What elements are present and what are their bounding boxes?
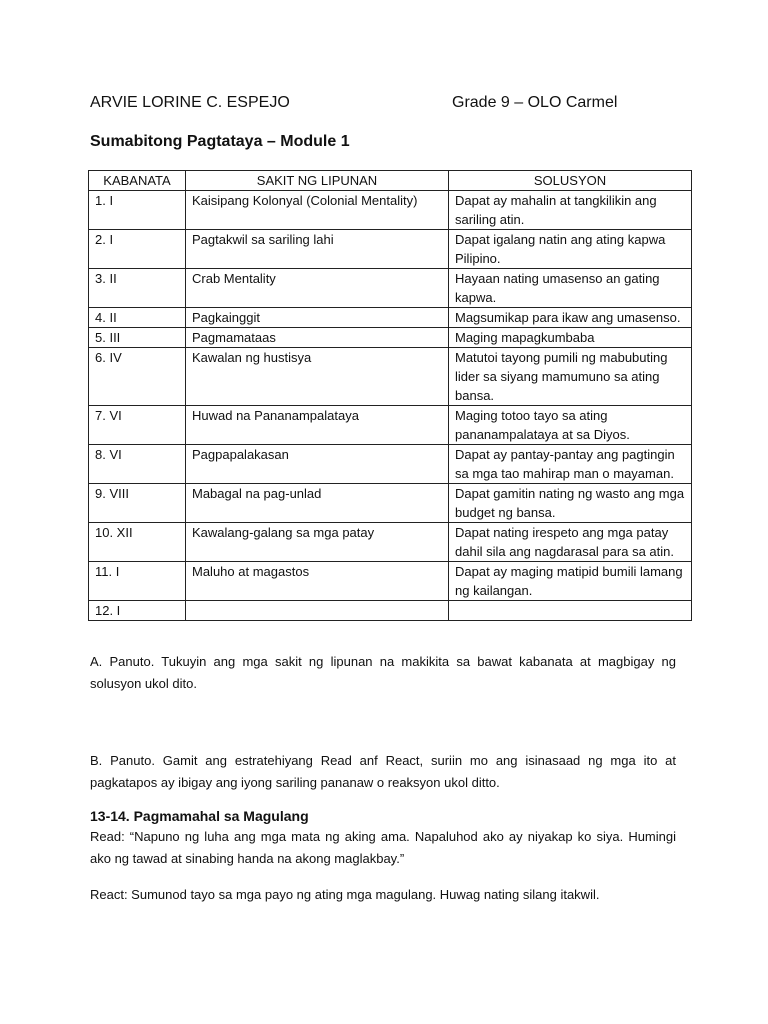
section-heading: 13-14. Pagmamahal sa Magulang	[90, 808, 309, 824]
table-row	[89, 601, 692, 621]
instruction-a: A. Panuto. Tukuyin ang mga sakit ng lipunan na makikita sa bawat kabanata at magbigay ng solusyon ukol dito.	[90, 654, 676, 691]
cell-sakit: Huwad na Pananampalataya	[186, 406, 449, 445]
cell-sakit: Pagmamataas	[186, 328, 449, 348]
cell-kabanata: 8. VI	[89, 445, 186, 484]
table-row	[89, 191, 692, 230]
cell-sakit: Crab Mentality	[186, 269, 449, 308]
cell-sakit	[186, 601, 449, 621]
cell-solusyon: Matutoi tayong pumili ng mabubuting lider sa siyang mamumuno sa ating bansa.	[449, 348, 692, 406]
cell-solusyon: Maging totoo tayo sa ating pananampalataya at sa Diyos.	[449, 406, 692, 445]
grade-section: Grade 9 – OLO Carmel	[452, 94, 618, 111]
cell-kabanata: 10. XII	[89, 523, 186, 562]
cell-solusyon: Magsumikap para ikaw ang umasenso.	[449, 308, 692, 328]
cell-solusyon: Dapat ay pantay-pantay ang pagtingin sa mga tao mahirap man o mayaman.	[449, 445, 692, 484]
react-passage: React: Sumunod tayo sa mga payo ng ating mga magulang. Huwag nating silang itakwil.	[90, 887, 600, 902]
cell-sakit: Pagtakwil sa sariling lahi	[186, 230, 449, 269]
cell-solusyon: Dapat gamitin nating ng wasto ang mga budget ng bansa.	[449, 484, 692, 523]
table-row	[89, 406, 692, 445]
column-header-sakit: SAKIT NG LIPUNAN	[186, 171, 449, 191]
cell-kabanata: 1. I	[89, 191, 186, 230]
table-row	[89, 269, 692, 308]
cell-sakit: Kaisipang Kolonyal (Colonial Mentality)	[186, 191, 449, 230]
cell-sakit: Kawalan ng hustisya	[186, 348, 449, 406]
table-row	[89, 562, 692, 601]
cell-kabanata: 7. VI	[89, 406, 186, 445]
cell-solusyon	[449, 601, 692, 621]
table-row	[89, 484, 692, 523]
cell-kabanata: 11. I	[89, 562, 186, 601]
cell-kabanata: 2. I	[89, 230, 186, 269]
cell-solusyon: Dapat ay maging matipid bumili lamang ng kailangan.	[449, 562, 692, 601]
cell-solusyon: Dapat ay mahalin at tangkilikin ang sariling atin.	[449, 191, 692, 230]
cell-sakit: Pagkainggit	[186, 308, 449, 328]
cell-solusyon: Maging mapagkumbaba	[449, 328, 692, 348]
student-name: ARVIE LORINE C. ESPEJO	[90, 94, 290, 111]
instruction-b: B. Panuto. Gamit ang estratehiyang Read anf React, suriin mo ang isinasaad ng mga ito at pagkatapos ay ibigay ang iyong sariling pananaw o reaksyon ukol ditto.	[90, 753, 676, 790]
table-row	[89, 348, 692, 406]
table-body	[89, 191, 692, 621]
cell-sakit: Pagpapalakasan	[186, 445, 449, 484]
column-header-kabanata: KABANATA	[89, 171, 186, 191]
read-passage: Read: “Napuno ng luha ang mga mata ng aking ama. Napaluhod ako ay niyakap ko siya. Humingi ako ng tawad at sinabing handa na akong maglakbay.”	[90, 829, 676, 866]
cell-solusyon: Dapat nating irespeto ang mga patay dahil sila ang nagdarasal para sa atin.	[449, 523, 692, 562]
table-row	[89, 308, 692, 328]
page-title: Sumabitong Pagtataya – Module 1	[90, 133, 350, 150]
table-header-row	[89, 171, 692, 191]
cell-kabanata: 12. I	[89, 601, 186, 621]
cell-solusyon: Hayaan nating umasenso an gating kapwa.	[449, 269, 692, 308]
cell-sakit: Mabagal na pag-unlad	[186, 484, 449, 523]
cell-sakit: Kawalang-galang sa mga patay	[186, 523, 449, 562]
table-row	[89, 328, 692, 348]
cell-solusyon: Dapat igalang natin ang ating kapwa Pilipino.	[449, 230, 692, 269]
table-row	[89, 230, 692, 269]
cell-kabanata: 6. IV	[89, 348, 186, 406]
cell-kabanata: 9. VIII	[89, 484, 186, 523]
cell-kabanata: 3. II	[89, 269, 186, 308]
cell-kabanata: 4. II	[89, 308, 186, 328]
cell-kabanata: 5. III	[89, 328, 186, 348]
column-header-solusyon: SOLUSYON	[449, 171, 692, 191]
table-row	[89, 523, 692, 562]
header	[90, 94, 690, 118]
assessment-table	[88, 170, 692, 621]
table-row	[89, 445, 692, 484]
cell-sakit: Maluho at magastos	[186, 562, 449, 601]
